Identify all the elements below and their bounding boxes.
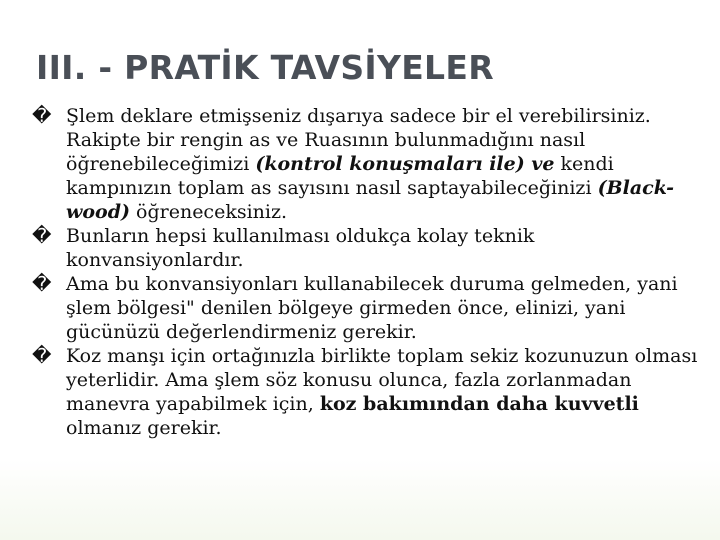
bullet-item xyxy=(30,272,702,344)
bullet-text: olmanız gerekir. xyxy=(66,417,222,439)
bullet-text: öğreneceksiniz. xyxy=(129,201,288,223)
bullet-list xyxy=(30,104,702,440)
bullet-glyph: � xyxy=(32,345,52,367)
slide-title: III. - PRATİK TAVSİYELER xyxy=(36,48,494,87)
bullet-item xyxy=(30,104,702,224)
bullet-text: Koz manşı için ortağınızla birlikte toplam sekiz kozunuzun olması yeterlidir. Ama şlem söz konusu olunca, fazla zorlanmadan manevra yapabilmek için, xyxy=(66,345,698,415)
bullet-item xyxy=(30,224,702,272)
bullet-glyph: � xyxy=(32,105,52,127)
bullet-text: Bunların hepsi kullanılması oldukça kolay teknik konvansiyonlardır. xyxy=(66,225,535,271)
emphasized-text: (Black-wood) xyxy=(66,177,674,223)
bullet-text: kendi kampınızın toplam as sayısını nasıl saptayabileceğinizi xyxy=(66,153,614,199)
bullet-glyph: � xyxy=(32,225,52,247)
emphasized-text: koz bakımından daha kuvvetli xyxy=(319,393,639,415)
bullet-item xyxy=(30,344,702,440)
bullet-glyph: � xyxy=(32,273,52,295)
bullet-text: Şlem deklare etmişseniz dışarıya sadece bir el verebilirsiniz. Rakipte bir rengin as ve Ruasının bulunmadığını nasıl öğrenebileceğimizi xyxy=(66,105,651,175)
bullet-text: Ama bu konvansiyonları kullanabilecek duruma gelmeden, yani şlem bölgesi" denilen bölgeye girmeden önce, elinizi, yani gücünüzü değerlendirmeniz gerekir. xyxy=(66,273,678,343)
emphasized-text: (kontrol konuşmaları ile) ve xyxy=(255,153,555,175)
